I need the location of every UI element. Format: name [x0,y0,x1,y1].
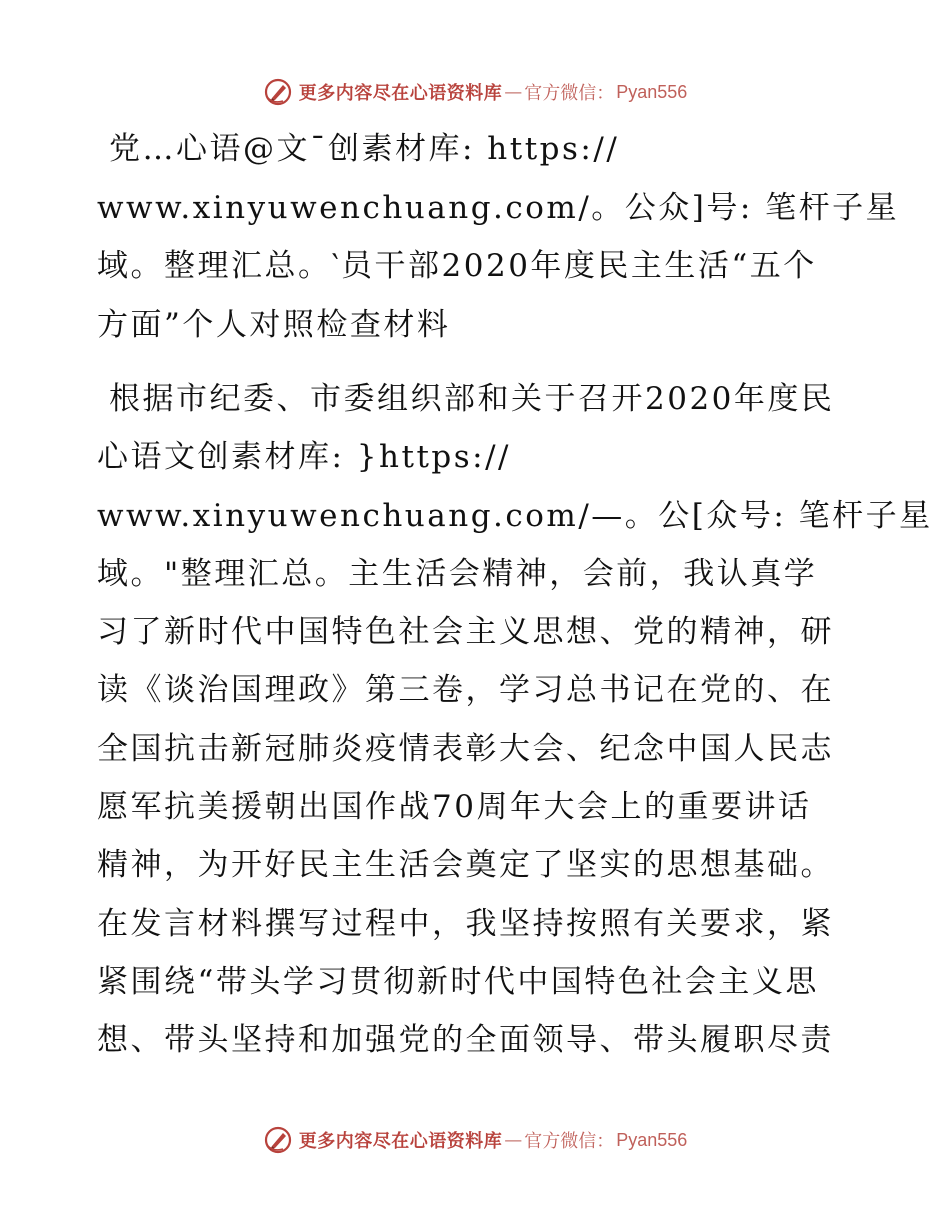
text-line: 习了新时代中国特色社会主义思想、党的精神，研 [97,614,834,651]
banner-wechat-id: Pyan556 [616,81,688,102]
text-line: 想、带头坚持和加强党的全面领导、带头履职尽责 [97,1022,834,1059]
text-line: 读《谈治国理政》第三卷，学习总书记在党的、在 [97,672,834,709]
header-banner [0,72,950,112]
text-line: 域。整理汇总。‵员干部2020年度民主生活“五个 [97,248,817,284]
paragraph-title [97,120,900,354]
pen-logo-icon [263,1125,293,1155]
text-line: 方面”个人对照检查材料 [97,306,451,343]
banner-wechat-id: Pyan556 [616,1129,688,1150]
paragraph-body [97,370,933,1070]
text-line: www.xinyuwenchuang.com/。公众]号: 笔杆子星 [97,189,900,226]
banner-wechat-label: 官方微信： [524,83,615,104]
document-body [97,120,933,1086]
banner-slogan: 更多内容尽在心语资料库 [298,83,503,104]
text-line: 党…心语@文¯创素材库: https:// [109,131,620,167]
text-line: www.xinyuwenchuang.com/—。公[众号: 笔杆子星 [97,497,933,534]
text-line: 愿军抗美援朝出国作战70周年大会上的重要讲话 [97,789,812,826]
text-line: 紧围绕“带头学习贯彻新时代中国特色社会主义思 [97,963,819,1000]
text-line: 域。"整理汇总。主生活会精神，会前，我认真学 [97,555,818,592]
banner-separator: — [504,81,523,103]
footer-banner [0,1120,950,1160]
banner-slogan: 更多内容尽在心语资料库 [298,1131,503,1152]
text-line: 在发言材料撰写过程中，我坚持按照有关要求，紧 [97,905,834,942]
text-line: 根据市纪委、市委组织部和关于召开2020年度民 [109,381,835,417]
banner-wechat-label: 官方微信： [524,1131,615,1152]
text-line: 全国抗击新冠肺炎疫情表彰大会、纪念中国人民志 [97,730,834,767]
banner-separator: — [504,1129,523,1151]
text-line: 精神，为开好民主生活会奠定了坚实的思想基础。 [97,847,834,884]
text-line: 心语文创素材库: }https:// [97,439,511,476]
pen-logo-icon [263,77,293,107]
